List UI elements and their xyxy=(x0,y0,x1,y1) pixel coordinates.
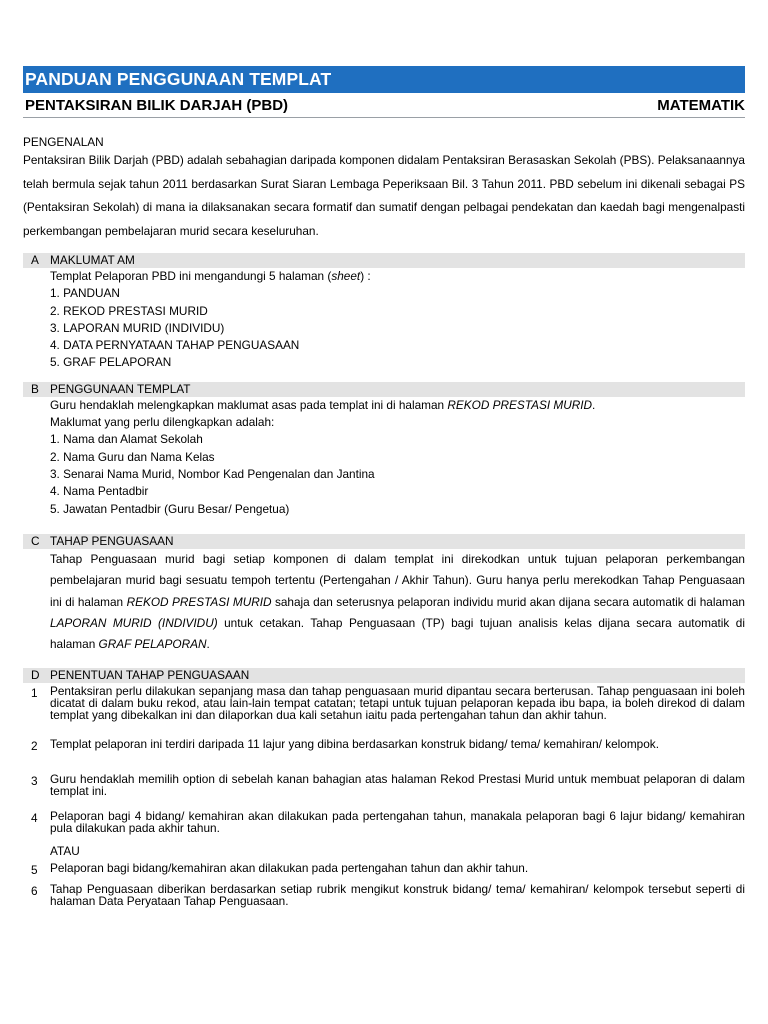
section-d xyxy=(23,668,745,907)
atau-label: ATAU xyxy=(50,844,80,859)
item-number: 6 xyxy=(31,883,38,898)
section-body xyxy=(23,268,745,372)
section-header xyxy=(23,382,745,397)
section-letter: D xyxy=(31,667,40,682)
section-letter: C xyxy=(31,533,40,548)
list-item: 3. LAPORAN MURID (INDIVIDU) xyxy=(50,320,225,335)
item-text: Pelaporan bagi bidang/kemahiran akan dilakukan pada pertengahan tahun dan akhir tahun. xyxy=(50,861,529,876)
list-item xyxy=(23,810,745,835)
item-text: Tahap Penguasaan diberikan berdasarkan setiap rubrik mengikut konstruk bidang/ tema/ kemahiran/ kelompok tersebut seperti di halaman Data Peryataan Tahap Penguasaan. xyxy=(50,881,745,908)
item-number: 5 xyxy=(31,863,38,878)
section-c-paragraph xyxy=(23,549,745,656)
para-italic: GRAF PELAPORAN xyxy=(98,637,207,652)
document-title: PANDUAN PENGGUNAAN TEMPLAT xyxy=(23,66,745,93)
section-letter: A xyxy=(31,253,39,267)
section-body xyxy=(23,397,745,518)
list-item: 3. Senarai Nama Murid, Nombor Kad Pengenalan dan Jantina xyxy=(50,466,375,481)
section-a-lead xyxy=(50,268,745,285)
line-italic: REKOD PRESTASI MURID xyxy=(447,397,593,412)
intro-section xyxy=(23,135,745,243)
line-text-end: . xyxy=(592,397,596,412)
item-number: 1 xyxy=(31,685,38,700)
section-a xyxy=(23,253,745,372)
para-italic: LAPORAN MURID (INDIVIDU) xyxy=(50,616,218,631)
item-text: Templat pelaporan ini terdiri daripada 11 lajur yang dibina berdasarkan konstruk bidang/ tema/ kemahiran/ kelompok. xyxy=(50,736,659,751)
item-text: Pentaksiran perlu dilakukan sepanjang masa dan tahap penguasaan murid dipantau secara berterusan. Tahap penguasaan ini boleh dicatat di dalam buku rekod, atau lain-lain tempat catatan; tetapi untuk tujuan pelaporan kepada ibu bapa, ia boleh direkod di dalam templat yang dibekalkan ini dan dilaporkan dua kali setahun iaitu pada pertengahan tahun dan akhir tahun. xyxy=(50,683,745,723)
line-text: Guru hendaklah melengkapkan maklumat asas pada templat ini di halaman xyxy=(50,397,448,412)
subject-label: MATEMATIK xyxy=(657,96,745,114)
list-item xyxy=(23,883,745,908)
list-item: 5. Jawatan Pentadbir (Guru Besar/ Pengetua) xyxy=(50,501,290,516)
list-item: 4. DATA PERNYATAAN TAHAP PENGUASAAN xyxy=(50,338,300,353)
para-text: untuk cetakan. Tahap Penguasaan (TP) bagi tujuan analisis kelas dijana secara automatik di halaman xyxy=(50,616,745,652)
item-number: 2 xyxy=(31,738,38,753)
intro-heading: PENGENALAN xyxy=(23,135,104,149)
para-text: sahaja dan seterusnya pelaporan individu murid akan dijana secara automatik di halaman xyxy=(271,594,745,609)
list-item: 1. Nama dan Alamat Sekolah xyxy=(50,432,203,447)
list-item xyxy=(23,862,745,876)
list-item: 2. Nama Guru dan Nama Kelas xyxy=(50,449,215,464)
item-text: Guru hendaklah memilih option di sebelah kanan bahagian atas halaman Rekod Prestasi Murid untuk membuat pelaporan di dalam templat ini. xyxy=(50,772,745,799)
section-b-line1 xyxy=(50,397,745,414)
section-header xyxy=(23,534,745,549)
para-italic: REKOD PRESTASI MURID xyxy=(126,594,272,609)
subtitle-bar xyxy=(23,93,745,118)
list-item: 1. PANDUAN xyxy=(50,286,120,301)
list-item xyxy=(23,773,745,798)
list-item: 5. GRAF PELAPORAN xyxy=(50,355,172,370)
list-item: 2. REKOD PRESTASI MURID xyxy=(50,303,208,318)
list-item: 4. Nama Pentadbir xyxy=(50,484,149,499)
section-b xyxy=(23,382,745,518)
document-page xyxy=(23,66,745,907)
list-item xyxy=(23,738,745,752)
para-text: Tahap Penguasaan murid bagi setiap komponen di dalam templat ini direkodkan untuk tujuan pelaporan perkembangan pembelajaran murid bagi sesuatu tempoh tertentu (Pertengahan / Akhir Tahun). Guru hanya perlu merekodkan Tahap Penguasaan ini di halaman xyxy=(50,551,745,609)
section-header xyxy=(23,668,745,683)
intro-paragraph: Pentaksiran Bilik Darjah (PBD) adalah sebahagian daripada komponen didalam Pentaksiran Berasaskan Sekolah (PBS). Pelaksanaannya telah bermula sejak tahun 2011 berdasarkan Surat Siaran Lembaga Peperiksaan Bil. 3 Tahun 2011. PBD sebelum ini dikenali sebagai PS (Pentaksiran Sekolah) di mana ia dilaksanakan secara formatif dan sumatif dengan pelbagai pendekatan dan kaedah bagi mengenalpasti perkembangan pembelajaran murid secara keseluruhan. xyxy=(23,153,745,238)
section-header xyxy=(23,253,745,268)
section-title: PENENTUAN TAHAP PENGUASAAN xyxy=(50,667,250,682)
section-letter: B xyxy=(31,381,39,396)
lead-text-end: ) : xyxy=(360,269,371,283)
para-text: . xyxy=(206,637,210,652)
list-item xyxy=(23,685,745,722)
section-b-line2: Maklumat yang perlu dilengkapkan adalah: xyxy=(50,415,275,430)
section-title: TAHAP PENGUASAAN xyxy=(50,533,174,548)
section-title: PENGGUNAAN TEMPLAT xyxy=(50,381,191,396)
lead-italic: sheet xyxy=(331,269,361,283)
item-number: 4 xyxy=(31,810,38,825)
item-number: 3 xyxy=(31,774,38,789)
document-subtitle: PENTAKSIRAN BILIK DARJAH (PBD) xyxy=(25,96,289,114)
item-text: Pelaporan bagi 4 bidang/ kemahiran akan dilakukan pada pertengahan tahun, manakala pelaporan bagi 6 lajur bidang/ kemahiran pula dilakukan pada akhir tahun. xyxy=(50,808,745,835)
lead-text: Templat Pelaporan PBD ini mengandungi 5 halaman ( xyxy=(50,269,332,283)
section-c xyxy=(23,534,745,656)
section-title: MAKLUMAT AM xyxy=(50,253,135,267)
